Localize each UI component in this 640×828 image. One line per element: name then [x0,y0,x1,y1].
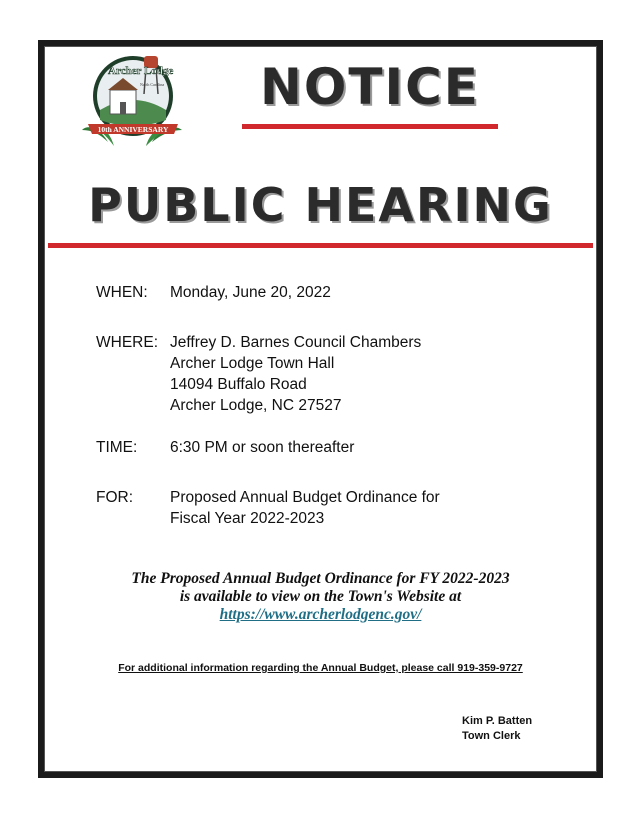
where-line: 14094 Buffalo Road [170,376,307,393]
town-seal-logo [80,50,186,150]
website-note-line: The Proposed Annual Budget Ordinance for FY 2022-2023 [131,570,510,587]
for-line: Proposed Annual Budget Ordinance for [170,489,440,506]
signer-name: Kim P. Batten [462,715,533,727]
logo-state-text: North Carolina [140,82,165,87]
where-line: Archer Lodge Town Hall [170,355,335,372]
for-value [170,487,530,529]
notice-underline [242,124,498,129]
where-line: Jeffrey D. Barnes Council Chambers [170,334,422,351]
notice-heading: NOTICE [260,58,480,116]
time-value: 6:30 PM or soon thereafter [170,439,355,456]
signer-title: Town Clerk [462,730,521,742]
logo-town-name: Archer Lodge [108,65,174,77]
when-label: WHEN: [96,284,148,301]
time-label: TIME: [96,439,138,456]
when-value: Monday, June 20, 2022 [170,284,331,301]
where-label: WHERE: [96,334,158,351]
ribbon-text: 10th ANNIVERSARY [97,125,169,134]
for-line: Fiscal Year 2022-2023 [170,510,325,527]
for-label: FOR: [96,489,134,506]
website-note-line: is available to view on the Town's Website at [179,588,462,605]
hearing-underline [48,243,593,248]
signature-block [462,714,532,744]
where-value [170,332,530,416]
where-line: Archer Lodge, NC 27527 [170,397,342,414]
town-website-link[interactable]: https://www.archerlodgenc.gov/ [219,606,422,623]
website-note [48,570,593,624]
contact-line: For additional information regarding the Annual Budget, please call 919-359-9727 [118,662,523,674]
public-hearing-heading: PUBLIC HEARING [88,178,553,232]
